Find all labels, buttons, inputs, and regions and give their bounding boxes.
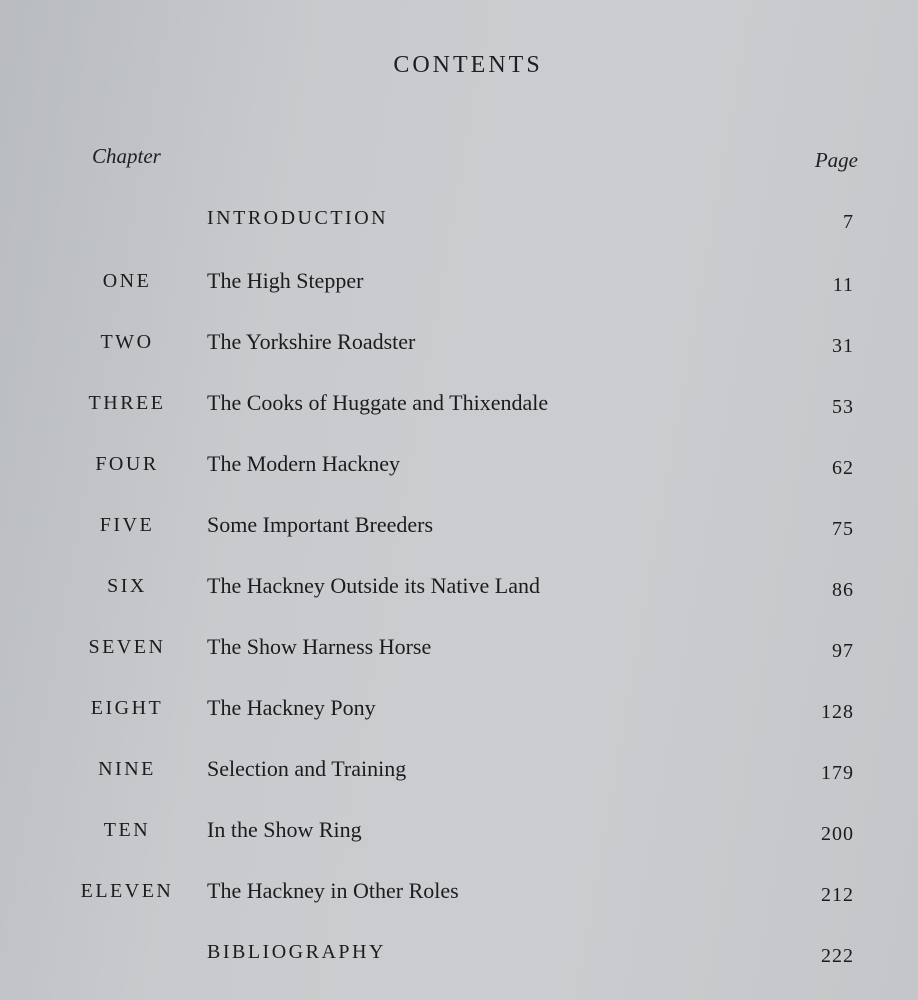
chapter-title: BIBLIOGRAPHY xyxy=(207,941,386,963)
chapter-title: The Hackney Outside its Native Land xyxy=(207,573,540,598)
chapter-title: The Cooks of Huggate and Thixendale xyxy=(207,390,549,415)
chapter-number: THREE xyxy=(88,392,166,414)
page-number: 75 xyxy=(832,518,854,540)
page-number: 97 xyxy=(832,640,854,662)
page-number: 7 xyxy=(843,211,854,233)
toc-entry-eight xyxy=(0,688,918,728)
page-title: CONTENTS xyxy=(393,52,543,78)
page-column-header: Page xyxy=(814,148,858,172)
chapter-number: FIVE xyxy=(99,514,155,536)
toc-entry-five xyxy=(0,505,918,545)
chapter-number: SIX xyxy=(107,575,147,597)
toc-entry-six xyxy=(0,566,918,606)
chapter-title: The Modern Hackney xyxy=(207,451,401,476)
toc-entry-one xyxy=(0,261,918,301)
chapter-number: NINE xyxy=(98,758,156,780)
chapter-title: The Yorkshire Roadster xyxy=(207,329,416,354)
chapter-title: Some Important Breeders xyxy=(207,512,434,537)
toc-entry-eleven xyxy=(0,871,918,911)
chapter-number: ONE xyxy=(102,270,152,292)
page-number: 179 xyxy=(821,762,854,784)
toc-entry-two xyxy=(0,322,918,362)
page-number: 62 xyxy=(832,457,854,479)
page-number: 86 xyxy=(832,579,854,601)
toc-entry-ten xyxy=(0,810,918,850)
chapter-title: The Show Harness Horse xyxy=(207,634,432,659)
chapter-title: The Hackney in Other Roles xyxy=(207,878,459,903)
chapter-title: In the Show Ring xyxy=(207,817,362,842)
page-number: 31 xyxy=(832,335,854,357)
toc-entry-four xyxy=(0,444,918,484)
chapter-number: SEVEN xyxy=(88,636,166,658)
chapter-title: Selection and Training xyxy=(207,756,407,781)
toc-entry-nine xyxy=(0,749,918,789)
toc-entry-bibliography xyxy=(0,932,918,972)
toc-entry-three xyxy=(0,383,918,423)
chapter-number: TWO xyxy=(100,331,154,353)
chapter-number: TEN xyxy=(103,819,151,841)
chapter-column-header: Chapter xyxy=(92,144,161,168)
chapter-title: The Hackney Pony xyxy=(207,695,376,720)
page-number: 212 xyxy=(821,884,854,906)
toc-entry-seven xyxy=(0,627,918,667)
page-number: 128 xyxy=(821,701,854,723)
page-number: 222 xyxy=(821,945,854,967)
chapter-number: FOUR xyxy=(95,453,159,475)
chapter-number: EIGHT xyxy=(90,697,164,719)
chapter-number: ELEVEN xyxy=(80,880,174,902)
chapter-title: INTRODUCTION xyxy=(207,207,389,229)
page-number: 11 xyxy=(832,274,854,296)
page-number: 53 xyxy=(832,396,854,418)
page-number: 200 xyxy=(821,823,854,845)
chapter-title: The High Stepper xyxy=(207,268,364,293)
toc-entry-introduction xyxy=(0,198,918,238)
